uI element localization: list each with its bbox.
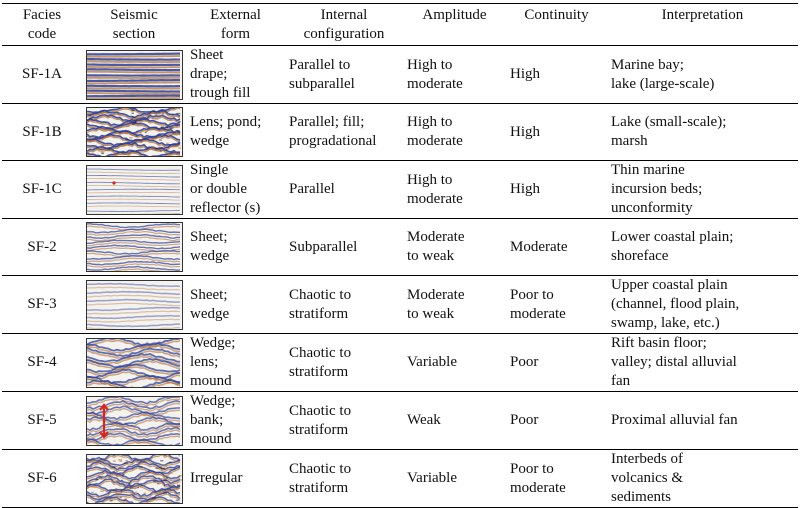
continuity-text: High [510, 123, 540, 140]
internal-configuration-cell [285, 392, 403, 450]
header-seismic-section-text: Seismic section [110, 7, 158, 42]
seismic-section-cell [82, 392, 186, 450]
seismic-section-cell [82, 450, 186, 508]
amplitude-text: High to moderate [407, 56, 463, 92]
seismic-section-image [86, 396, 183, 446]
seismic-section-image [86, 338, 183, 388]
table-row [2, 450, 798, 508]
external-form-text: Wedge; lens; mound [190, 335, 236, 389]
interpretation-text: Interbeds of volcanics & sediments [611, 451, 684, 505]
header-continuity [506, 4, 607, 46]
seismic-section-image [86, 107, 183, 157]
amplitude-cell [403, 104, 506, 161]
table-row [2, 104, 798, 161]
interpretation-cell [607, 392, 798, 450]
header-internal-configuration-text: Internal configuration [303, 7, 385, 42]
continuity-cell [506, 276, 607, 334]
interpretation-cell [607, 219, 798, 276]
code-text: SF-3 [27, 296, 57, 312]
internal-configuration-text: Parallel; fill; progradational [289, 114, 377, 149]
external-form-cell [186, 46, 285, 104]
external-form-text: Sheet; wedge [190, 286, 230, 322]
code-cell [2, 392, 82, 450]
external-form-cell [186, 334, 285, 392]
header-external-form-text: External form [210, 7, 261, 42]
continuity-text: Moderate [510, 238, 568, 255]
interpretation-text: Proximal alluvial fan [611, 412, 738, 428]
table-row [2, 334, 798, 392]
internal-configuration-text: Parallel [289, 181, 335, 197]
external-form-text: Lens; pond; wedge [190, 114, 262, 149]
table-body [2, 46, 798, 508]
amplitude-text: Moderate to weak [407, 229, 465, 264]
header-continuity-text: Continuity [524, 7, 589, 23]
code-cell [2, 450, 82, 508]
continuity-text: Poor to moderate [510, 286, 566, 322]
continuity-cell [506, 450, 607, 508]
header-amplitude-text: Amplitude [422, 7, 487, 23]
external-form-text: Single or double reflector (s) [190, 162, 261, 216]
table-row [2, 219, 798, 276]
code-cell [2, 334, 82, 392]
internal-configuration-cell [285, 104, 403, 161]
external-form-text: Wedge; bank; mound [190, 393, 236, 447]
header-interpretation [607, 4, 798, 46]
code-cell [2, 219, 82, 276]
amplitude-text: Weak [407, 412, 441, 428]
interpretation-text: Lower coastal plain; shoreface [611, 229, 734, 264]
internal-configuration-text: Chaotic to stratiform [289, 460, 352, 496]
code-cell [2, 276, 82, 334]
external-form-text: Sheet; wedge [190, 229, 230, 264]
amplitude-cell [403, 450, 506, 508]
code-text: SF-6 [27, 470, 57, 486]
continuity-text: Poor [510, 354, 539, 370]
external-form-cell [186, 161, 285, 219]
table-row [2, 46, 798, 104]
continuity-cell [506, 46, 607, 104]
amplitude-text: High to moderate [407, 114, 463, 149]
header-amplitude [403, 4, 506, 46]
interpretation-cell [607, 334, 798, 392]
amplitude-text: Variable [407, 470, 457, 486]
external-form-cell [186, 276, 285, 334]
seismic-section-cell [82, 46, 186, 104]
header-facies-code [2, 4, 82, 46]
table-row [2, 276, 798, 334]
amplitude-cell [403, 219, 506, 276]
amplitude-cell [403, 46, 506, 104]
amplitude-cell [403, 334, 506, 392]
header-internal-configuration [285, 4, 403, 46]
continuity-text: High [510, 66, 540, 82]
interpretation-text: Upper coastal plain (channel, flood plain, swamp, lake, etc.) [611, 277, 740, 331]
seismic-section-image [86, 50, 183, 100]
seismic-section-cell [82, 276, 186, 334]
header-external-form [186, 4, 285, 46]
code-cell [2, 104, 82, 161]
interpretation-cell [607, 276, 798, 334]
amplitude-text: High to moderate [407, 171, 463, 207]
seismic-section-image [86, 165, 183, 215]
external-form-text: Irregular [190, 470, 243, 486]
internal-configuration-text: Parallel to subparallel [289, 56, 355, 92]
continuity-cell [506, 161, 607, 219]
table-header-row [2, 4, 798, 46]
interpretation-cell [607, 161, 798, 219]
continuity-text: Poor to moderate [510, 460, 566, 496]
table-row [2, 161, 798, 219]
continuity-cell [506, 219, 607, 276]
interpretation-cell [607, 104, 798, 161]
continuity-text: Poor [510, 412, 539, 428]
interpretation-cell [607, 46, 798, 104]
seismic-section-cell [82, 161, 186, 219]
header-interpretation-text: Interpretation [661, 7, 744, 23]
amplitude-text: Variable [407, 354, 457, 370]
seismic-section-cell [82, 104, 186, 161]
seismic-section-image [86, 454, 183, 504]
internal-configuration-cell [285, 276, 403, 334]
continuity-cell [506, 104, 607, 161]
internal-configuration-cell [285, 219, 403, 276]
code-text: SF-4 [27, 354, 57, 370]
seismic-section-image [86, 280, 183, 330]
internal-configuration-text: Subparallel [289, 238, 358, 255]
external-form-cell [186, 392, 285, 450]
external-form-text: Sheet drape; trough fill [190, 47, 251, 101]
internal-configuration-text: Chaotic to stratiform [289, 286, 352, 322]
internal-configuration-cell [285, 46, 403, 104]
internal-configuration-cell [285, 334, 403, 392]
seismic-facies-table [2, 3, 798, 508]
table-row [2, 392, 798, 450]
seismic-section-cell [82, 334, 186, 392]
code-cell [2, 161, 82, 219]
internal-configuration-text: Chaotic to stratiform [289, 402, 352, 438]
external-form-cell [186, 219, 285, 276]
amplitude-cell [403, 392, 506, 450]
continuity-cell [506, 334, 607, 392]
amplitude-cell [403, 276, 506, 334]
code-text: SF-5 [27, 412, 57, 428]
seismic-section-image [86, 222, 183, 272]
header-facies-code-text: Facies code [22, 7, 62, 42]
amplitude-text: Moderate to weak [407, 286, 465, 322]
code-cell [2, 46, 82, 104]
code-text: SF-1B [22, 123, 62, 140]
internal-configuration-cell [285, 161, 403, 219]
interpretation-cell [607, 450, 798, 508]
code-text: SF-1A [21, 66, 62, 82]
interpretation-text: Rift basin floor; valley; distal alluvial fan [611, 335, 737, 389]
header-seismic-section [82, 4, 186, 46]
code-text: SF-1C [22, 181, 62, 197]
internal-configuration-text: Chaotic to stratiform [289, 344, 352, 380]
interpretation-text: Thin marine incursion beds; unconformity [611, 162, 703, 216]
continuity-cell [506, 392, 607, 450]
internal-configuration-cell [285, 450, 403, 508]
amplitude-cell [403, 161, 506, 219]
code-text: SF-2 [27, 238, 57, 255]
seismic-section-cell [82, 219, 186, 276]
external-form-cell [186, 450, 285, 508]
interpretation-text: Lake (small-scale); marsh [611, 114, 727, 149]
interpretation-text: Marine bay; lake (large-scale) [611, 56, 715, 92]
external-form-cell [186, 104, 285, 161]
continuity-text: High [510, 181, 540, 197]
